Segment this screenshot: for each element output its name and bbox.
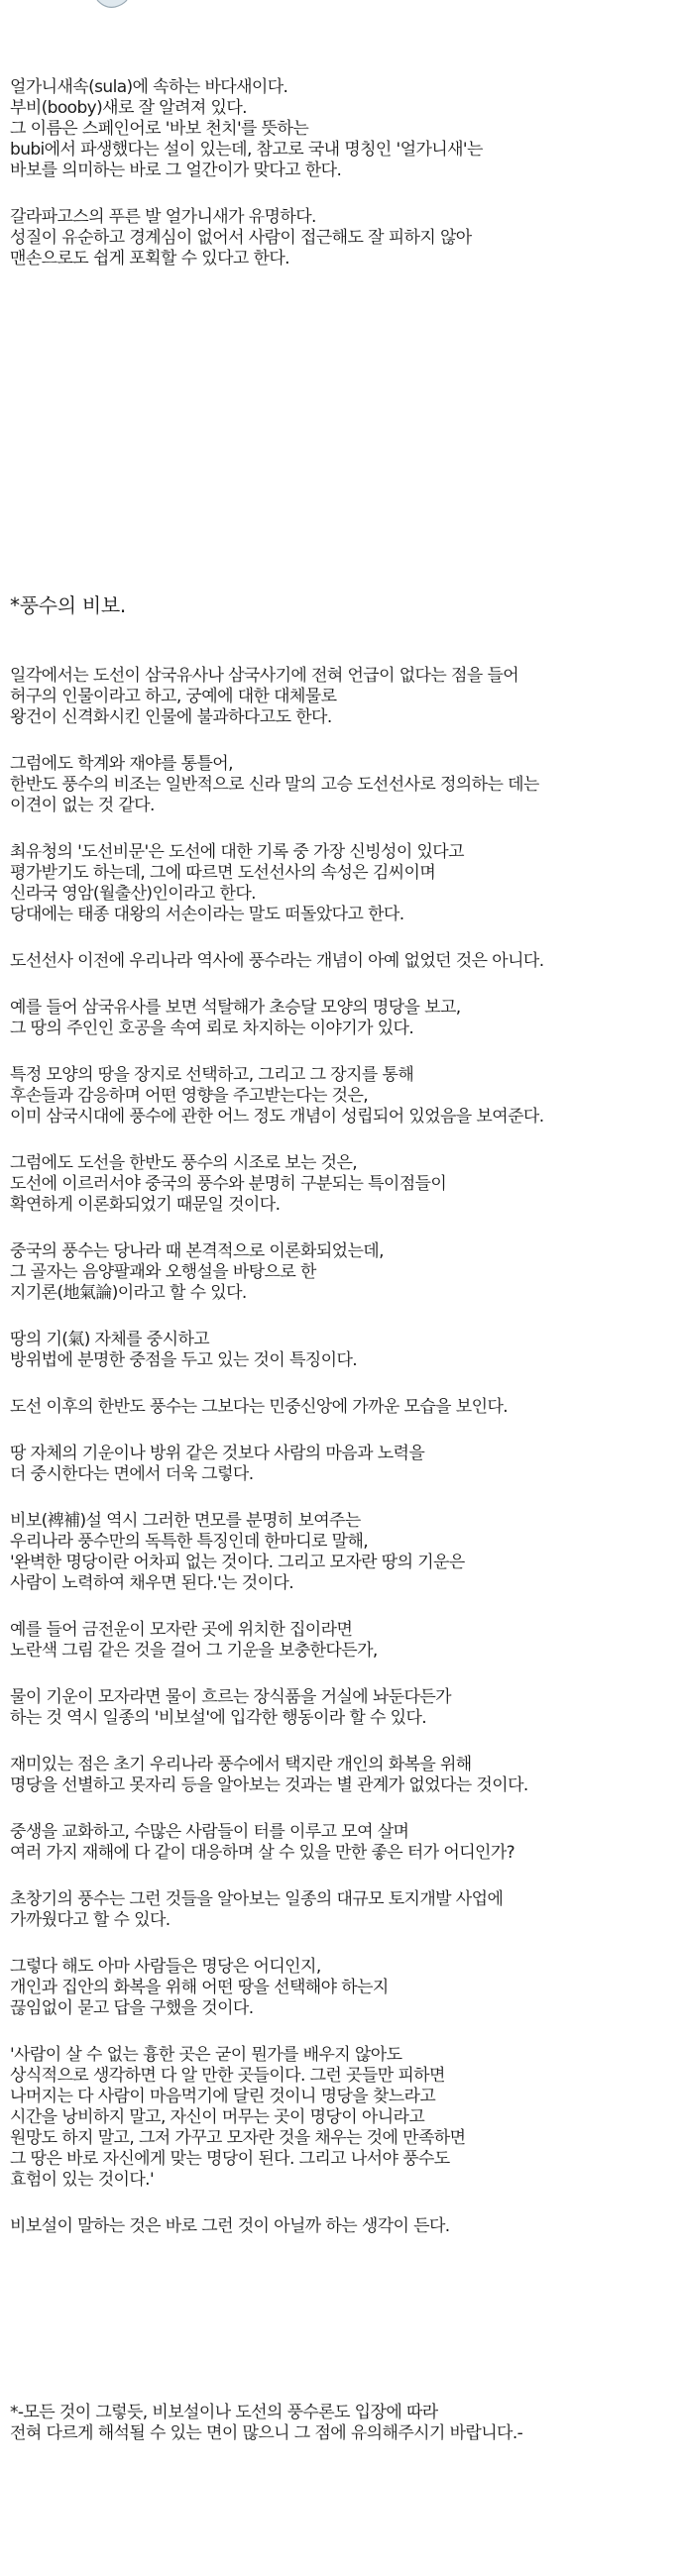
text-line: 부비(booby)새로 잘 알려져 있다. xyxy=(10,98,247,118)
section-heading: *풍수의 비보. xyxy=(10,593,126,617)
text-line: 허구의 인물이라고 하고, 궁예에 대한 대체물로 xyxy=(10,687,337,706)
body-paragraph xyxy=(10,998,676,1039)
text-line: 바보를 의미하는 바로 그 얼간이가 맞다고 한다. xyxy=(10,161,342,180)
text-line: 그럼에도 학계와 재야를 통틀어, xyxy=(10,754,233,774)
text-line: 당대에는 태종 대왕의 서손이라는 말도 떠돌았다고 한다. xyxy=(10,905,404,924)
body-paragraph xyxy=(10,2045,676,2191)
text-line: 이미 삼국시대에 풍수에 관한 어느 정도 개념이 성립되어 있었음을 보여준다. xyxy=(10,1107,544,1127)
text-line: 나머지는 다 사람이 마음먹기에 달린 것이니 명당을 찾느라고 xyxy=(10,2087,436,2106)
text-line: 도선 이후의 한반도 풍수는 그보다는 민중신앙에 가까운 모습을 보인다. xyxy=(10,1397,509,1417)
text-line: bubi에서 파생했다는 설이 있는데, 참고로 국내 명칭인 '얼가니새'는 xyxy=(10,140,483,160)
text-line: 도선에 이르러서야 중국의 풍수와 분명히 구분되는 특이점들이 xyxy=(10,1174,447,1194)
text-line: 일각에서는 도선이 삼국유사나 삼국사기에 전혀 언급이 없다는 점을 들어 xyxy=(10,666,519,686)
text-line: 예를 들어 삼국유사를 보면 석탈해가 초승달 모양의 명당을 보고, xyxy=(10,998,461,1018)
text-line: 그 땅은 바로 자신에게 맞는 명당이 된다. 그리고 나서야 풍수도 xyxy=(10,2149,450,2169)
text-line: 땅의 기(氣) 자체를 중시하고 xyxy=(10,1330,210,1349)
text-line: 여러 가지 재해에 다 같이 대응하며 살 수 있을 만한 좋은 터가 어디인가? xyxy=(10,1843,515,1863)
text-line: 왕건이 신격화시킨 인물에 불과하다고도 한다. xyxy=(10,707,332,727)
body-paragraph xyxy=(10,842,676,925)
text-line: 끊임없이 묻고 답을 구했을 것이다. xyxy=(10,1998,254,2018)
text-line: 확연하게 이론화되었기 때문일 것이다. xyxy=(10,1195,281,1215)
text-line: 사람이 노력하여 채우면 된다.'는 것이다. xyxy=(10,1573,294,1593)
text-line: 비보(裨補)설 역시 그러한 면모를 분명히 보여주는 xyxy=(10,1511,361,1531)
text-line: 도선선사 이전에 우리나라 역사에 풍수라는 개념이 아예 없었던 것은 아니다. xyxy=(10,951,544,971)
body-paragraph xyxy=(10,1241,676,1304)
body-paragraph xyxy=(10,1153,676,1216)
text-line: 평가받기도 하는데, 그에 따르면 도선선사의 속성은 김씨이며 xyxy=(10,863,436,883)
text-line: 물이 기운이 모자라면 물이 흐르는 장식품을 거실에 놔둔다든가 xyxy=(10,1687,451,1707)
body-paragraph xyxy=(10,951,676,972)
body-paragraph xyxy=(10,1444,676,1485)
text-line: 우리나라 풍수만의 독특한 특징인데 한마디로 말해, xyxy=(10,1532,369,1552)
body-paragraph xyxy=(10,1687,676,1729)
body-paragraph xyxy=(10,1620,676,1662)
body-paragraph xyxy=(10,1755,676,1796)
text-line: 초창기의 풍수는 그런 것들을 알아보는 일종의 대규모 토지개발 사업에 xyxy=(10,1889,504,1909)
text-line: 최유청의 '도선비문'은 도선에 대한 기록 중 가장 신빙성이 있다고 xyxy=(10,842,464,862)
text-line: 예를 들어 금전운이 모자란 곳에 위치한 집이라면 xyxy=(10,1620,353,1640)
footnote-line: *-모든 것이 그렇듯, 비보설이나 도선의 풍수론도 입장에 따라 xyxy=(10,2403,438,2422)
body-paragraph xyxy=(10,1822,676,1864)
text-line: 시간을 낭비하지 말고, 자신이 머무는 곳이 명당이 아니라고 xyxy=(10,2107,425,2127)
text-line: 한반도 풍수의 비조는 일반적으로 신라 말의 고승 도선선사로 정의하는 데는 xyxy=(10,775,539,795)
text-line: 재미있는 점은 초기 우리나라 풍수에서 택지란 개인의 화복을 위해 xyxy=(10,1755,472,1774)
text-line: 노란색 그림 같은 것을 걸어 그 기운을 보충한다든가, xyxy=(10,1641,378,1661)
text-line: 개인과 집안의 화복을 위해 어떤 땅을 선택해야 하는지 xyxy=(10,1978,389,1997)
text-line: 그 이름은 스페인어로 '바보 천치'를 뜻하는 xyxy=(10,119,309,139)
body-paragraph xyxy=(10,1397,676,1418)
body-paragraph xyxy=(10,754,676,816)
body-paragraph xyxy=(10,666,676,728)
body-paragraph xyxy=(10,1957,676,2019)
image-fragment xyxy=(95,0,129,10)
text-line: 명당을 선별하고 못자리 등을 알아보는 것과는 별 관계가 없었다는 것이다. xyxy=(10,1775,528,1795)
text-line: '사람이 살 수 없는 흉한 곳은 굳이 뭔가를 배우지 않아도 xyxy=(10,2045,402,2065)
text-line: 가까웠다고 할 수 있다. xyxy=(10,1910,171,1930)
text-line: 중국의 풍수는 당나라 때 본격적으로 이론화되었는데, xyxy=(10,1241,384,1261)
text-line: 얼가니새속(sula)에 속하는 바다새이다. xyxy=(10,77,288,97)
body-paragraph xyxy=(10,2216,676,2237)
body-paragraph xyxy=(10,1511,676,1594)
text-line: 이견이 없는 것 같다. xyxy=(10,796,155,815)
footnote xyxy=(10,2403,676,2444)
body-paragraph xyxy=(10,1065,676,1127)
text-line: 더 중시한다는 면에서 더욱 그렇다. xyxy=(10,1464,254,1484)
text-line: 그렇다 해도 아마 사람들은 명당은 어디인지, xyxy=(10,1957,321,1977)
text-line: 중생을 교화하고, 수많은 사람들이 터를 이루고 모여 살며 xyxy=(10,1822,409,1842)
text-line: 지기론(地氣論)이라고 할 수 있다. xyxy=(10,1283,247,1303)
text-line: 후손들과 감응하며 어떤 영향을 주고받는다는 것은, xyxy=(10,1086,369,1106)
body-paragraph xyxy=(10,1889,676,1931)
text-line: 그 땅의 주인인 호공을 속여 뢰로 차지하는 이야기가 있다. xyxy=(10,1019,414,1038)
text-line: 성질이 유순하고 경계심이 없어서 사람이 접근해도 잘 피하지 않아 xyxy=(10,228,472,248)
text-line: 땅 자체의 기운이나 방위 같은 것보다 사람의 마음과 노력을 xyxy=(10,1444,425,1463)
text-line: 갈라파고스의 푸른 발 얼가니새가 유명하다. xyxy=(10,207,316,227)
text-line: 맨손으로도 쉽게 포획할 수 있다고 한다. xyxy=(10,249,289,268)
footnote-line: 전혀 다르게 해석될 수 있는 면이 많으니 그 점에 유의해주시기 바랍니다.- xyxy=(10,2423,523,2443)
text-line: 그 골자는 음양팔괘와 오행설을 바탕으로 한 xyxy=(10,1262,316,1282)
text-line: 비보설이 말하는 것은 바로 그런 것이 아닐까 하는 생각이 든다. xyxy=(10,2216,450,2236)
text-line: 원망도 하지 말고, 그저 가꾸고 모자란 것을 채우는 것에 만족하면 xyxy=(10,2128,466,2148)
text-line: 그럼에도 도선을 한반도 풍수의 시조로 보는 것은, xyxy=(10,1153,358,1173)
body-paragraph xyxy=(10,1330,676,1371)
text-line: '완벽한 명당이란 어차피 없는 것이다. 그리고 모자란 땅의 기운은 xyxy=(10,1553,465,1572)
intro-paragraph xyxy=(10,207,676,269)
text-line: 신라국 영암(월출산)인이라고 한다. xyxy=(10,884,256,904)
intro-section xyxy=(10,77,676,295)
text-line: 하는 것 역시 일종의 '비보설'에 입각한 행동이라 할 수 있다. xyxy=(10,1708,427,1728)
text-line: 방위법에 분명한 중점을 두고 있는 것이 특징이다. xyxy=(10,1350,358,1370)
text-line: 효험이 있는 것이다.' xyxy=(10,2170,155,2190)
text-line: 상식적으로 생각하면 다 알 만한 곳들이다. 그런 곳들만 피하면 xyxy=(10,2066,445,2086)
text-line: 특정 모양의 땅을 장지로 선택하고, 그리고 그 장지를 통해 xyxy=(10,1065,414,1085)
intro-paragraph xyxy=(10,77,676,181)
body-section xyxy=(10,666,676,2263)
